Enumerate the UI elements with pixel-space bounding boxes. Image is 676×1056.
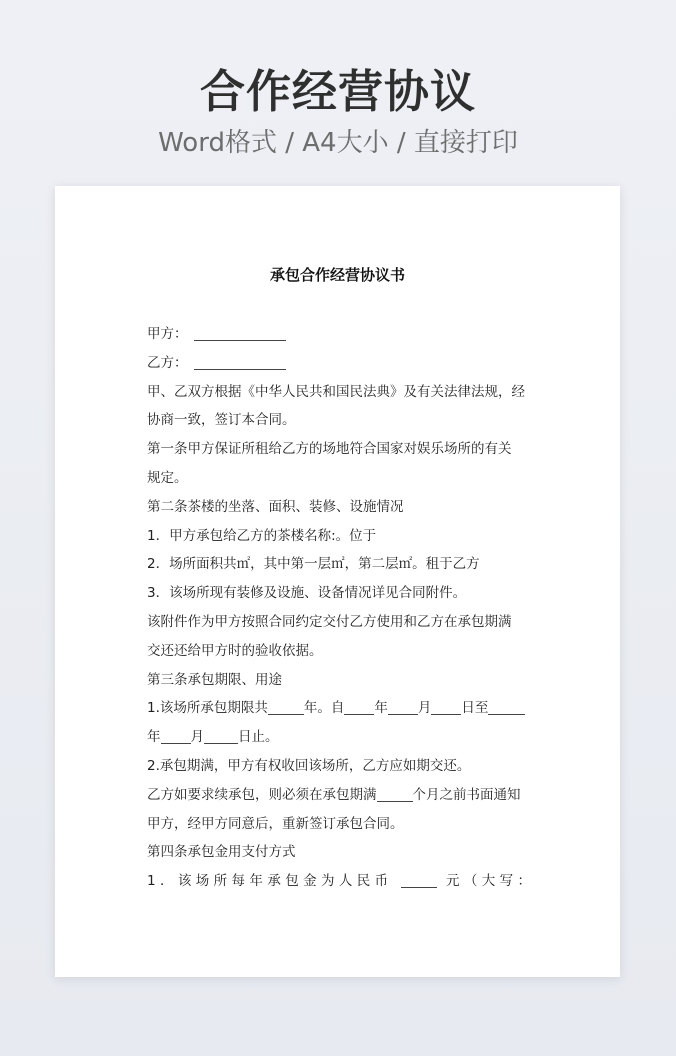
paragraph-line: 1．甲方承包给乙方的茶楼名称:。位于 [147,527,377,544]
paragraph-line: 甲方，经甲方同意后，重新签订承包合同。 [147,815,404,832]
renewal-text: 个月之前书面通知 [412,786,521,803]
term-text: 月 [417,700,432,717]
end-year-blank [488,698,525,715]
term-text: 日止。 [238,729,279,746]
party-b-label: 乙方： [147,354,188,371]
term-line [147,723,531,752]
end-day-blank [204,727,238,744]
end-month-blank [161,727,191,744]
paragraph-line: 2．场所面积共㎡，其中第一层㎡，第二层㎡。租于乙方 [147,556,480,573]
term-text: 年。自 [303,700,345,717]
paragraph-line: 第一条甲方保证所租给乙方的场地符合国家对娱乐场所的有关 [147,441,512,458]
party-a-label: 甲方： [147,326,188,342]
renewal-text: 乙方如要求续承包，则必须在承包期满 [147,786,377,803]
payment-text: 元（大写： [445,873,531,890]
document-title: 承包合作经营协议书 [269,266,405,284]
months-blank [377,785,413,802]
paragraph-line: 3．该场所现有装修及设施、设备情况详见合同附件。 [147,585,467,602]
paragraph-line: 协商一致，签订本合同。 [147,412,296,429]
start-year-blank [344,698,374,715]
page-header [0,62,676,160]
paragraph-line: 交还还给甲方时的验收依据。 [147,642,323,659]
page-title: 合作经营协议 [199,65,476,118]
paragraph-line: 甲、乙双方根据《中华人民共和国民法典》及有关法律法规，经 [147,383,525,400]
section-heading: 第三条承包期限、用途 [147,671,282,688]
paragraph-line: 该附件作为甲方按照合同约定交付乙方使用和乙方在承包期满 [147,613,512,630]
term-text: 1.该场所承包期限共 [147,700,268,717]
document-body [147,320,531,896]
section-heading: 第四条承包金用支付方式 [147,844,296,861]
start-day-blank [431,698,461,715]
term-text: 年 [147,729,161,746]
party-a-line [147,320,531,349]
payment-text: 1．该场所每年承包金为人民币 [147,873,393,890]
term-text: 年 [374,700,388,717]
party-a-blank [194,324,286,341]
renewal-line [147,781,531,810]
term-line [147,694,531,723]
years-blank [268,698,304,715]
paragraph-line: 规定。 [147,469,188,486]
payment-line [147,867,531,896]
start-month-blank [388,698,418,715]
party-b-line [147,349,531,378]
term-text: 月 [190,729,204,746]
page-subtitle: Word格式 / A4大小 / 直接打印 [158,128,518,158]
document-page [55,186,620,977]
paragraph-line: 2.承包期满，甲方有权收回该场所，乙方应如期交还。 [147,757,471,774]
amount-blank [401,871,437,888]
section-heading: 第二条茶楼的坐落、面积、装修、设施情况 [147,498,404,515]
party-b-blank [194,353,286,370]
term-text: 日至 [461,700,489,717]
